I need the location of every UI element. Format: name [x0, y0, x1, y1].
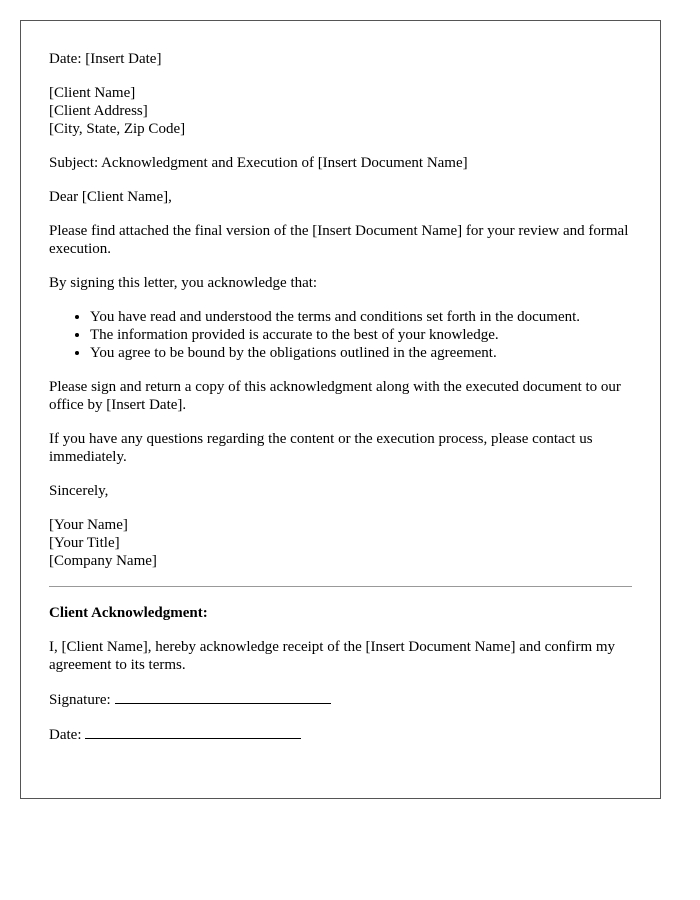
recipient-address [49, 84, 632, 138]
return-instructions: Please sign and return a copy of this acknowledgment along with the executed document to our office by [Insert Date]. [49, 379, 621, 413]
contact-paragraph: If you have any questions regarding the content or the execution process, please contact us immediately. [49, 431, 593, 465]
divider [49, 586, 632, 587]
recipient-city-line: [City, State, Zip Code] [49, 121, 186, 137]
intro-paragraph: Please find attached the final version of the [Insert Document Name] for your review and formal execution. [49, 223, 629, 257]
date-row [49, 725, 632, 766]
list-item: • The information provided is accurate to the best of your knowledge. [90, 326, 632, 344]
closing: Sincerely, [49, 483, 109, 499]
sender-title: [Your Title] [49, 535, 120, 551]
acknowledge-intro: By signing this letter, you acknowledge that: [49, 275, 318, 291]
sender-company: [Company Name] [49, 553, 157, 569]
list-item: • You have read and understood the terms and conditions set forth in the document. [90, 308, 632, 326]
recipient-name: [Client Name] [49, 85, 136, 101]
signature-row [49, 690, 632, 709]
subject-line: Subject: Acknowledgment and Execution of [Insert Document Name] [49, 155, 468, 171]
list-item: • You agree to be bound by the obligations outlined in the agreement. [90, 344, 632, 362]
date-line: Date: [Insert Date] [49, 51, 162, 67]
acknowledgment-title: Client Acknowledgment: [49, 605, 208, 621]
recipient-address-line: [Client Address] [49, 103, 148, 119]
acknowledgment-list [49, 308, 632, 362]
sender-name: [Your Name] [49, 517, 128, 533]
date-signature-line[interactable] [85, 725, 301, 739]
signature-line[interactable] [115, 690, 331, 704]
letter-document [20, 20, 661, 799]
date-label: Date: [49, 727, 82, 743]
acknowledgment-text: I, [Client Name], hereby acknowledge receipt of the [Insert Document Name] and confirm my agreement to its terms. [49, 639, 616, 673]
salutation: Dear [Client Name], [49, 189, 172, 205]
signature-label: Signature: [49, 692, 111, 708]
sender-block [49, 516, 632, 570]
